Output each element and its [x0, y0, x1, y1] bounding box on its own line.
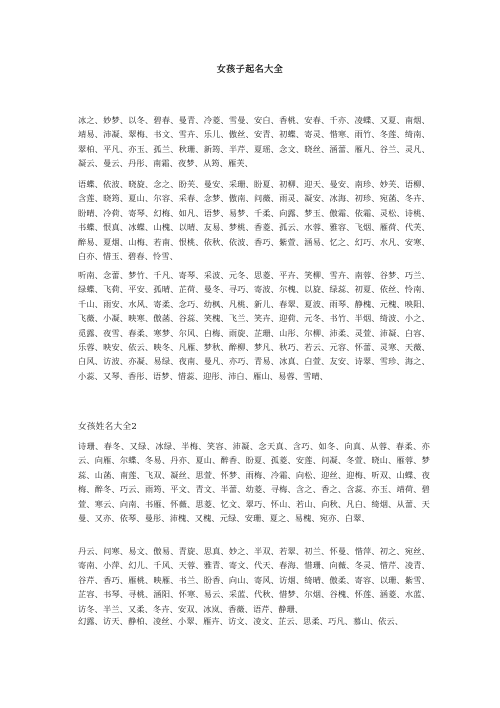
name-list-paragraph-6: 幻露、访天、静柏、凌丝、小翠、雁卉、访文、凌文、芷云、思柔、巧凡、慕山、依云、	[78, 616, 404, 626]
name-list-paragraph-1: 冰之、妙梦、以冬、碧春、曼青、冷菱、雪曼、安白、香桃、安春、千亦、凌蝶、又夏、南烟、靖易、沛凝、翠梅、书文、雪卉、乐儿、傲丝、安青、初蝶、寄灵、惜寒、雨竹、冬莲、绮南、翠柏、平凡、亦玉、孤兰、秋珊、新筠、半芹、夏瑶、念文、晓丝、涵蕾、雁凡、谷兰、灵凡、凝云、曼云、丹彤、南霜、夜梦、从筠、雁芙、	[78, 115, 430, 169]
page-title: 女孩子起名大全	[216, 65, 284, 75]
section-heading: 女孩姓名大全2	[78, 422, 138, 432]
name-list-paragraph-4: 诗珊、春冬、又绿、冰绿、半梅、笑容、沛凝、念天真、含巧、如冬、向真、从蓉、春柔、亦云、向雁、尔蝶、冬易、丹亦、夏山、醉香、盼夏、孤菱、安莲、问凝、冬萱、晓山、雁蓉、梦蕊、山菡、南莲、飞双、凝丝、思萱、怀梦、雨梅、冷霜、向松、迎丝、迎梅、听双、山蝶、夜梅、醉冬、巧云、雨筠、平文、青文、半蕾、幼菱、寻梅、含之、香之、含蕊、亦玉、靖荷、碧萱、寒云、向南、书雁、怀薇、思菱、忆文、翠巧、怀山、若山、向秋、凡白、绮烟、从蕾、天曼、又亦、依琴、曼彤、沛槐、又槐、元绿、安珊、夏之、易槐、宛亦、白翠、	[78, 441, 430, 524]
name-list-paragraph-5: 丹云、问寒、易文、傲易、青旋、思真、妙之、半双、若翠、初兰、怀曼、惜萍、初之、宛丝、寄南、小萍、幻儿、千风、天蓉、雅青、寄文、代天、春海、惜珊、向薇、冬灵、惜芹、凌青、谷芹、香巧、雁桃、映雁、书兰、盼香、向山、寄风、访烟、绮晴、傲柔、寄容、以珊、紫雪、芷容、书琴、寻桃、涵阳、怀寒、易云、采蓝、代秋、惜梦、尔烟、谷槐、怀莲、涵菱、水蓝、访冬、半兰、又柔、冬卉、安双、冰岚、香薇、语芹、静珊、	[78, 546, 430, 614]
name-list-paragraph-3: 听南、念蕾、梦竹、千凡、寄琴、采波、元冬、思菱、平卉、笑柳、雪卉、南蓉、谷梦、巧兰、绿蝶、飞荷、平安、孤晴、芷荷、曼冬、寻巧、寄波、尔槐、以旋、绿蕊、初夏、依丝、怜南、千山、雨安、水风、寄柔、念巧、幼枫、凡桃、新儿、春翠、夏波、雨琴、静槐、元槐、映阳、飞薇、小凝、映寒、傲菡、谷蕊、笑槐、飞兰、笑卉、迎荷、元冬、书竹、半烟、绮波、小之、觅露、夜雪、春柔、寒梦、尔风、白梅、雨旋、芷珊、山彤、尔柳、沛柔、灵萱、沛凝、白容、乐蓉、映安、依云、映冬、凡雁、梦秋、醉柳、梦凡、秋巧、若云、元容、怀蕾、灵寒、天薇、白风、访波、亦凝、易绿、夜南、曼凡、亦巧、青易、冰真、白萱、友安、诗翠、雪珍、海之、小蕊、又琴、香彤、语梦、惜蕊、迎彤、沛白、雁山、易蓉、雪晴、	[78, 270, 430, 381]
name-list-paragraph-2: 语蝶、依波、晓旋、念之、盼芙、曼安、采珊、盼夏、初柳、迎天、曼安、南珍、妙芙、语柳、含莲、晓筠、夏山、尔容、采春、念梦、傲南、问薇、雨灵、凝安、冰海、初珍、宛菡、冬卉、盼晴、冷荷、寄琴、幻梅、如凡、语梦、易梦、千柔、向露、梦玉、傲霜、依霜、灵松、诗桃、书蝶、恨真、冰蝶、山槐、以晴、友易、梦桃、香菱、孤云、水蓉、雅容、飞烟、雁荷、代芙、醉易、夏烟、山梅、若南、恨桃、依秋、依波、香巧、紫萱、涵易、忆之、幻巧、水凡、安寒、白亦、惜玉、碧春、怜雪、	[78, 179, 430, 262]
